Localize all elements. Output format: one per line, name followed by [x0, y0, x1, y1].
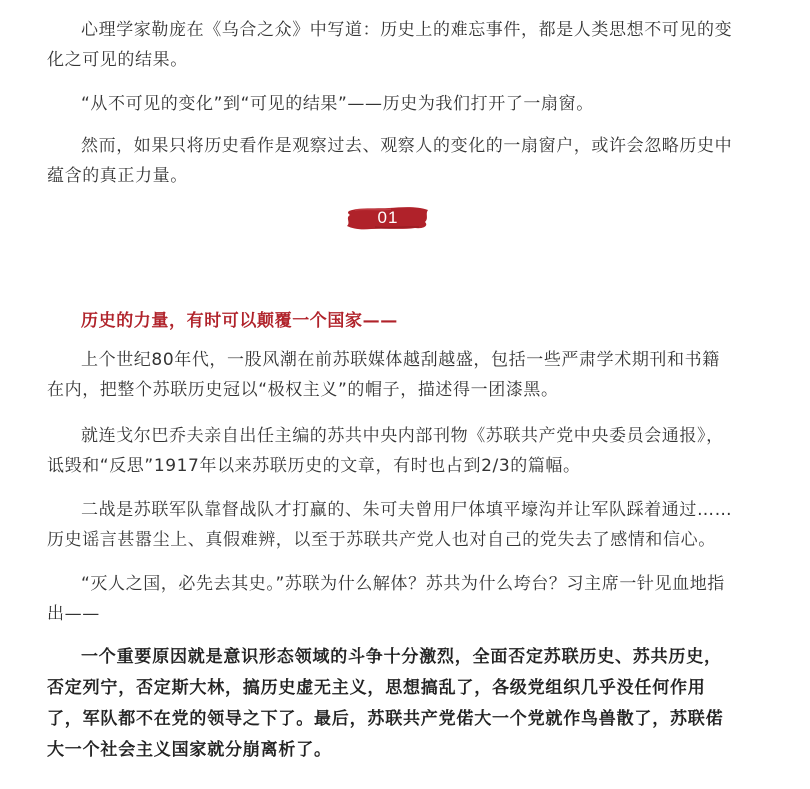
body-paragraph-3: 二战是苏联军队靠督战队才打赢的、朱可夫曾用尸体填平壕沟并让军队踩着通过……历史谣言甚嚣尘上、真假难辨，以至于苏联共产党人也对自己的党失去了感情和信心。: [47, 500, 733, 550]
bold-quote-paragraph: 一个重要原因就是意识形态领域的斗争十分激烈，全面否定苏联历史、苏共历史，否定列宁，否定斯大林，搞历史虚无主义，思想搞乱了，各级党组织几乎没任何作用了，军队都不在党的领导之下了。最后，苏联共产党偌大一个党就作鸟兽散了，苏联偌大一个社会主义国家就分崩离析了。: [47, 647, 724, 760]
body-paragraph-2: 就连戈尔巴乔夫亲自出任主编的苏共中央内部刊物《苏联共产党中央委员会通报》，诋毁和“反思”1917年以来苏联历史的文章，有时也占到2/3的篇幅。: [47, 426, 724, 476]
intro-paragraph-3: 然而，如果只将历史看作是观察过去、观察人的变化的一扇窗户，或许会忽略历史中蕴含的真正力量。: [47, 136, 733, 186]
body-paragraph-4: “灭人之国，必先去其史。”苏联为什么解体？苏共为什么垮台？习主席一针见血地指出——: [47, 574, 725, 624]
section-heading: 历史的力量，有时可以颠覆一个国家——: [81, 311, 398, 331]
intro-paragraph-2: “从不可见的变化”到“可见的结果”——历史为我们打开了一扇窗。: [81, 94, 594, 114]
intro-paragraph-1: 心理学家勒庞在《乌合之众》中写道：历史上的难忘事件，都是人类思想不可见的变化之可见的结果。: [47, 20, 733, 70]
section-number: 01: [377, 208, 399, 227]
body-paragraph-1: 上个世纪80年代，一股风潮在前苏联媒体越刮越盛，包括一些严肃学术期刊和书籍在内，把整个苏联历史冠以“极权主义”的帽子，描述得一团漆黑。: [47, 350, 720, 400]
section-number-badge: [345, 202, 431, 234]
